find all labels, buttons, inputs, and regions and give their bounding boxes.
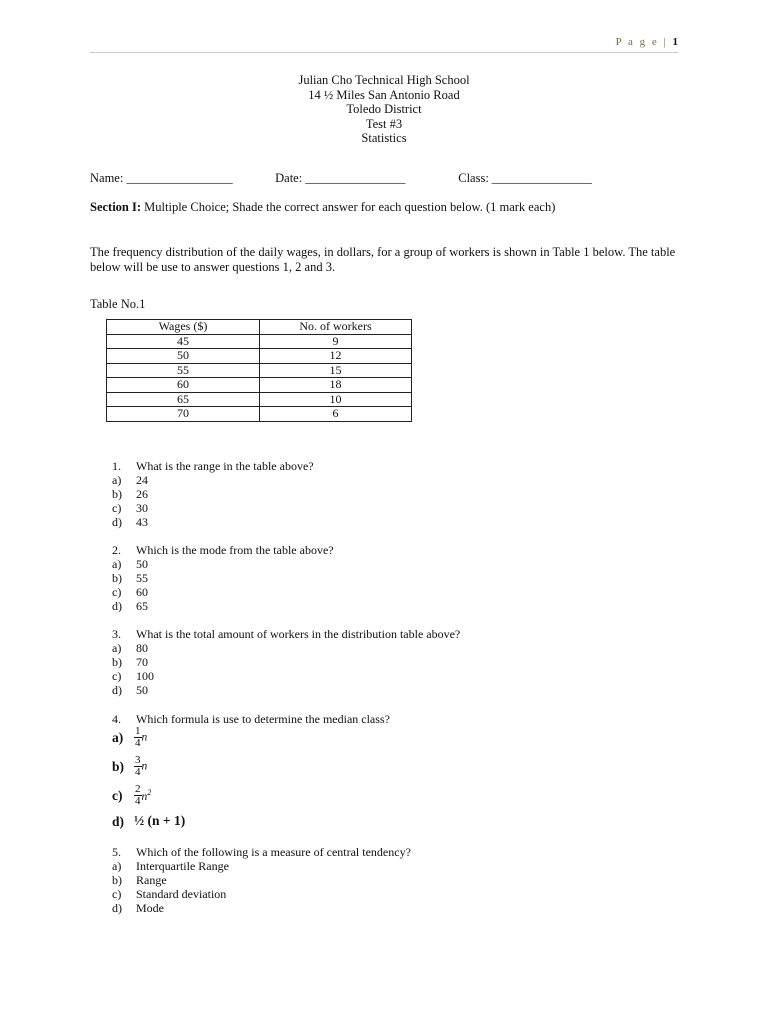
option-c[interactable]: c) 60 xyxy=(112,585,148,599)
question-text: What is the total amount of workers in the distribution table above? xyxy=(136,627,461,641)
table-cell: 60 xyxy=(107,378,260,393)
fraction: $\frac{3}{4}$ xyxy=(135,754,141,778)
option-b[interactable]: b) Range xyxy=(112,873,167,887)
table-cell: 55 xyxy=(107,363,260,378)
question-stem xyxy=(112,543,334,557)
option-b[interactable]: b) $\frac{3}{4}$ n xyxy=(112,754,148,778)
exponent: 2 xyxy=(147,788,152,798)
school-name: Julian Cho Technical High School xyxy=(298,73,470,87)
option-b[interactable]: b) 26 xyxy=(112,487,148,501)
option-a[interactable]: a) Interquartile Range xyxy=(112,859,229,873)
question-1 xyxy=(112,459,314,529)
page-label: P a g e xyxy=(615,36,659,48)
section-text: Multiple Choice; Shade the correct answer for each question below. (1 mark each) xyxy=(141,200,556,214)
fraction: $\frac{2}{4}$ xyxy=(135,783,141,807)
date-field[interactable]: Date: ________________ xyxy=(275,171,406,185)
option-c[interactable]: c) Standard deviation xyxy=(112,887,227,901)
question-4 xyxy=(112,712,390,726)
student-fields xyxy=(90,171,592,186)
question-number: 4. xyxy=(112,712,121,726)
table-cell: 18 xyxy=(260,378,412,393)
table-cell: 65 xyxy=(107,392,260,407)
table-row xyxy=(107,407,412,422)
class-field[interactable]: Class: ________________ xyxy=(458,171,592,185)
question-number: 3. xyxy=(112,627,121,641)
variable-n: n xyxy=(141,760,148,773)
test-number: Test #3 xyxy=(365,116,403,131)
header-rule xyxy=(90,52,678,53)
page-number-value: 1 xyxy=(672,36,678,48)
question-2 xyxy=(112,543,334,613)
question-5 xyxy=(112,845,411,915)
name-field[interactable]: Name: _________________ xyxy=(90,171,233,185)
table-row xyxy=(107,334,412,349)
school-address: 14 ½ Miles San Antonio Road xyxy=(308,87,460,102)
option-d[interactable]: d) 50 xyxy=(112,683,148,697)
option-a[interactable]: a) 80 xyxy=(112,641,148,655)
option-d[interactable]: d) ½ (n + 1) xyxy=(112,813,186,830)
option-d[interactable]: d) 43 xyxy=(112,515,148,529)
table-header-row xyxy=(107,320,412,335)
option-a[interactable]: a) 24 xyxy=(112,473,148,487)
question-stem xyxy=(112,459,314,473)
table-label: Table No.1 xyxy=(90,297,146,311)
question-text: Which is the mode from the table above? xyxy=(136,543,334,557)
intro-paragraph: The frequency distribution of the daily wages, in dollars, for a group of workers is shown in Table 1 below. The table below will be use to answer questions 1, 2 and 3. xyxy=(90,245,676,274)
option-d[interactable]: d) 65 xyxy=(112,599,148,613)
option-a[interactable]: a) $\frac{1}{4}$ n xyxy=(112,725,148,749)
question-text: What is the range in the table above? xyxy=(136,459,314,473)
question-text: Which of the following is a measure of central tendency? xyxy=(136,845,411,859)
table-cell: 12 xyxy=(260,349,412,364)
table-header-wages: Wages ($) xyxy=(107,320,260,335)
option-a[interactable]: a) 50 xyxy=(112,557,148,571)
frequency-table xyxy=(106,319,412,422)
table-cell: 15 xyxy=(260,363,412,378)
school-district: Toledo District xyxy=(346,102,422,116)
variable-n: n xyxy=(141,731,148,744)
table-cell: 70 xyxy=(107,407,260,422)
option-c[interactable]: c) 30 xyxy=(112,501,148,515)
question-stem xyxy=(112,627,460,641)
question-3 xyxy=(112,627,460,697)
option-b[interactable]: b) 55 xyxy=(112,571,148,585)
option-b[interactable]: b) 70 xyxy=(112,655,148,669)
test-subject: Statistics xyxy=(361,131,407,145)
table-header-workers: No. of workers xyxy=(260,320,412,335)
section-instructions xyxy=(90,200,555,215)
section-label: Section I: xyxy=(90,200,142,214)
table-row xyxy=(107,349,412,364)
option-d[interactable]: d) Mode xyxy=(112,901,164,915)
table-cell: 6 xyxy=(260,407,412,422)
table-row xyxy=(107,392,412,407)
option-c[interactable]: c) $\frac{2}{4}$ $n^2$ xyxy=(112,783,152,807)
question-number: 5. xyxy=(112,845,121,859)
table-row xyxy=(107,363,412,378)
table-cell: 10 xyxy=(260,392,412,407)
question-text: Which formula is use to determine the median class? xyxy=(136,712,390,726)
document-header xyxy=(90,73,678,146)
page-separator: | xyxy=(663,36,668,48)
question-stem xyxy=(112,712,390,726)
table-cell: 9 xyxy=(260,334,412,349)
question-stem xyxy=(112,845,411,859)
question-number: 1. xyxy=(112,459,121,473)
option-c[interactable]: c) 100 xyxy=(112,669,154,683)
table-cell: 45 xyxy=(107,334,260,349)
table-row xyxy=(107,378,412,393)
page-number xyxy=(90,36,678,48)
table-cell: 50 xyxy=(107,349,260,364)
fraction: $\frac{1}{4}$ xyxy=(135,725,141,749)
question-number: 2. xyxy=(112,543,121,557)
variable-n-squared: $n^2$ xyxy=(141,788,152,803)
